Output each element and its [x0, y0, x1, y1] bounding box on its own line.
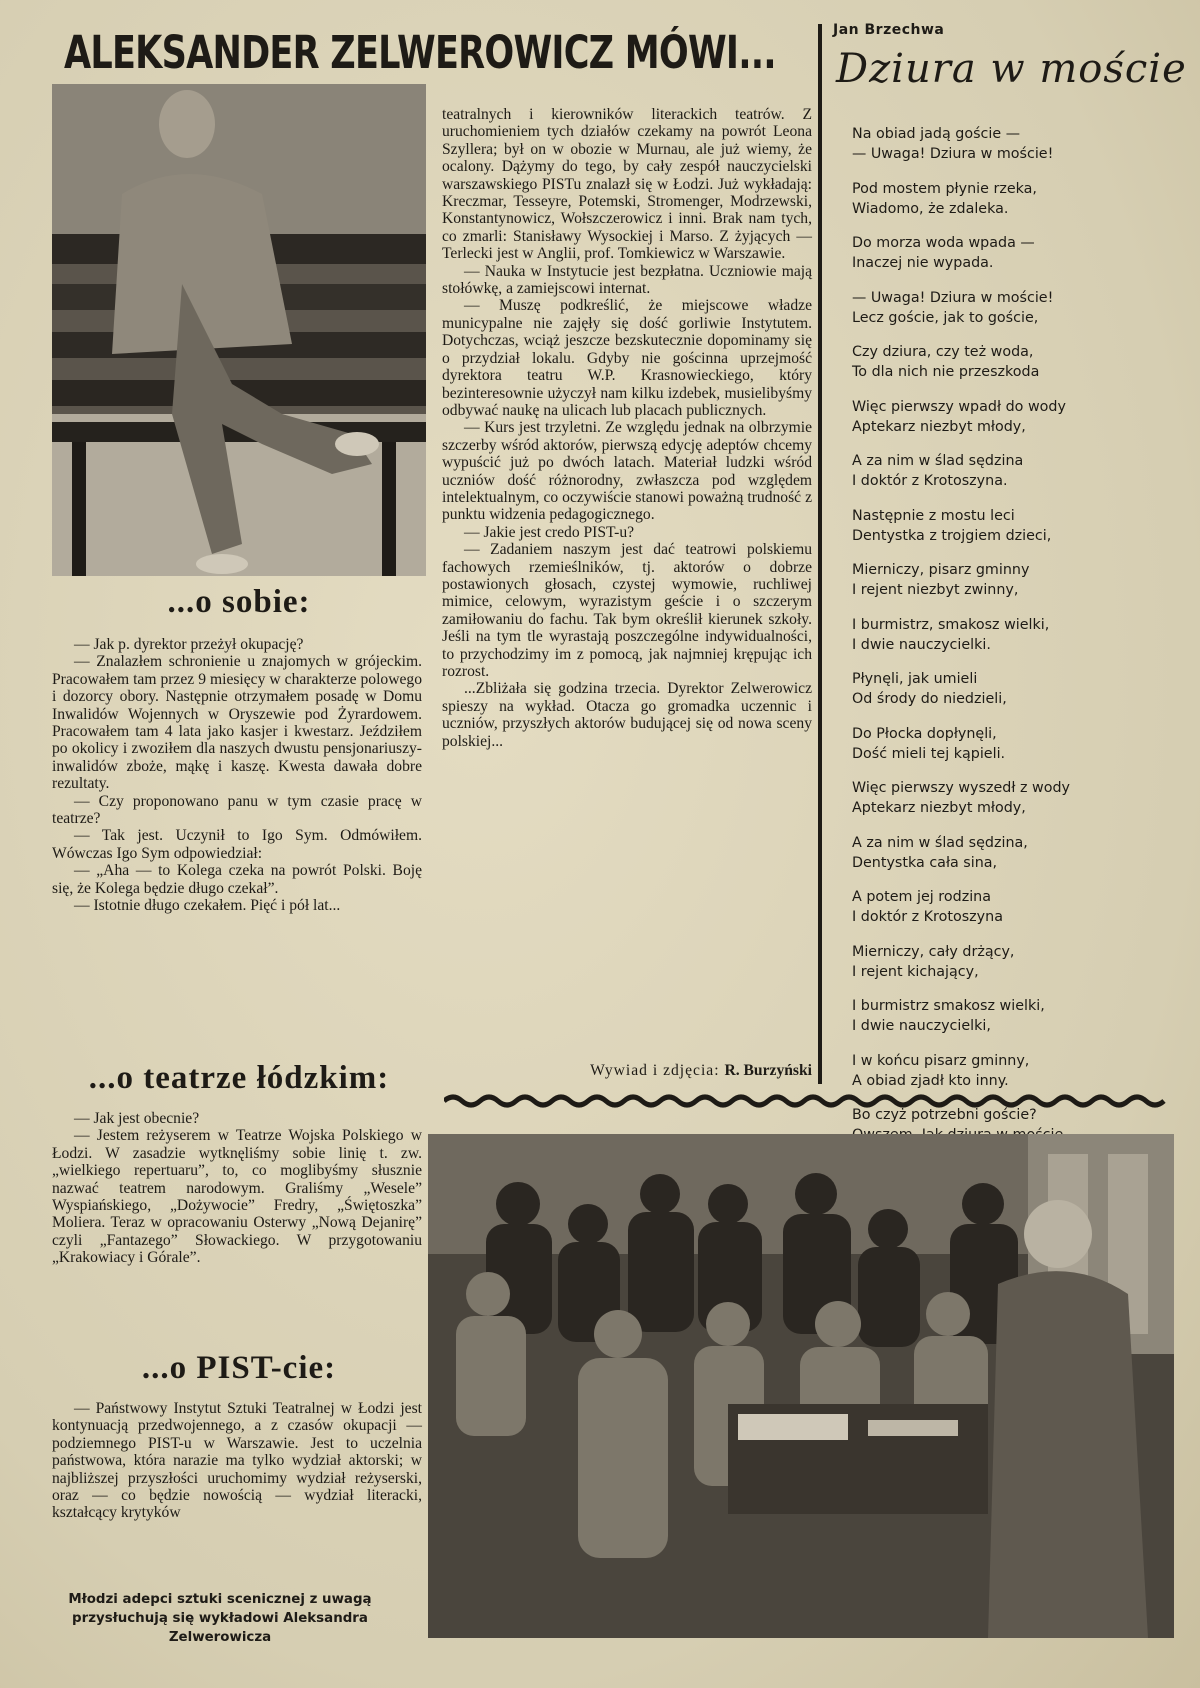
poem-line: Dość mieli tej kąpieli.: [852, 745, 1006, 762]
poem-line: A potem jej rodzina: [852, 889, 991, 905]
class-photo: [428, 1134, 1174, 1638]
poem-line: — Uwaga! Dziura w moście!: [852, 289, 1054, 306]
poem-stanza: [852, 506, 1192, 546]
paragraph: — Jestem reżyserem w Teatrze Wojska Polskiego w Łodzi. W zasadzie wytknęliśmy sobie linię t. zw. „wielkiego repertuaru”, to, co moglibyśmy słusznie nazwać teatrem narodowym. Graliśmy „Wesele” Wyspiańskiego, „Dożywocie” Fredry, „Świętoszka” Moliera. Teraz w opracowaniu Osterwy „Nową Dejanirę” czyli „Fantazego” Słowackiego. W przygotowaniu „Krakowiacy i Górale”.: [52, 1127, 422, 1267]
byline: [442, 1062, 812, 1080]
text-block-middle: [442, 106, 812, 750]
poem-line: I rejent niezbyt zwinny,: [852, 582, 1019, 598]
poem-stanza: [852, 397, 1192, 437]
poem-stanza: [852, 288, 1192, 328]
poem-stanza: [852, 124, 1192, 164]
paragraph: — Jakie jest credo PIST-u?: [464, 523, 635, 541]
text-block-sobie: [52, 636, 422, 915]
poem-line: I rejent kichający,: [852, 963, 979, 980]
poem-line: Wiadomo, że zdaleka.: [852, 200, 1009, 217]
section-heading-sobie: ...o sobie:: [167, 584, 311, 620]
poem-line: Więc pierwszy wpadł do wody: [852, 398, 1066, 415]
poem-stanza: [852, 778, 1192, 818]
headline: ALEKSANDER ZELWEROWICZ MÓWI...: [64, 26, 776, 79]
poem-stanza: [852, 1051, 1192, 1091]
paragraph: — Nauka w Instytucie jest bezpłatna. Uczniowie mają stołówkę, a zamiejscowi internat.: [442, 262, 812, 298]
photo-caption: Młodzi adepci sztuki scenicznej z uwagą przysłuchują się wykładowi Aleksandra Zelwerowicza: [68, 1592, 372, 1645]
poem-line: I burmistrz smakosz wielki,: [852, 998, 1045, 1014]
poem-line: I dwie nauczycielki,: [852, 1018, 991, 1034]
poem-line: I dwie nauczycielki.: [852, 636, 991, 653]
poem-line: I w końcu pisarz gminny,: [852, 1052, 1030, 1069]
poem-stanza: [852, 451, 1192, 491]
paragraph: — Państwowy Instytut Sztuki Teatralnej w Łodzi jest kontynuacją przedwojennego, a z czasów okupacji — podziemnego PIST-u w Warszawie. Jest to uczelnia państwowa, która narazie ma tylko wydział aktorski; w najbliższej przyszłości uruchomimy wydział reżyserski, oraz — co będzie nowością — wydział literacki, kształcący krytyków: [52, 1400, 422, 1522]
poem-line: I doktór z Krotoszyna: [852, 909, 1003, 925]
poem-line: Czy dziura, czy też woda,: [852, 344, 1034, 360]
poem-stanza: [852, 887, 1192, 927]
poem-stanza: [852, 833, 1192, 873]
poem-stanza: [852, 996, 1192, 1036]
poem-line: Aptekarz niezbyt młody,: [852, 418, 1026, 435]
byline-name: R. Burzyński: [724, 1062, 812, 1079]
poem-line: Bo czyż potrzebni goście?: [852, 1107, 1037, 1123]
poem-line: I doktór z Krotoszyna.: [852, 473, 1008, 489]
poem-stanza: [852, 342, 1192, 382]
poem-stanza: [852, 179, 1192, 219]
poem-stanza: [852, 724, 1192, 764]
poem-line: Lecz goście, jak to goście,: [852, 309, 1039, 326]
section-heading-teatr: ...o teatrze łódzkim:: [88, 1060, 390, 1096]
poem-stanza: [852, 233, 1192, 273]
poem-line: Pod mostem płynie rzeka,: [852, 180, 1037, 197]
text-block-teatr: [52, 1110, 422, 1267]
poem-line: Więc pierwszy wyszedł z wody: [852, 780, 1070, 796]
column-rule: [818, 24, 822, 1084]
poem-line: Inaczej nie wypada.: [852, 255, 994, 271]
poem-line: A za nim w ślad sędzina,: [852, 834, 1028, 851]
poem-line: Do Płocka dopłynęli,: [852, 725, 997, 742]
paragraph: — Jak jest obecnie?: [74, 1110, 200, 1127]
poem-line: Od środy do niedzieli,: [852, 691, 1007, 707]
poem-line: A obiad zjadł kto inny.: [852, 1072, 1009, 1089]
poem-stanza: [852, 942, 1192, 982]
poem-stanza: [852, 669, 1192, 709]
paragraph: — „Aha — to Kolega czeka na powrót Polski. Boję się, że Kolega będzie długo czekał”.: [52, 862, 422, 897]
poem-line: Płynęli, jak umieli: [852, 671, 978, 687]
wavy-rule: [444, 1092, 1174, 1110]
poem-line: Do morza woda wpada —: [852, 235, 1035, 251]
poem-stanza: [852, 560, 1192, 600]
byline-label: Wywiad i zdjęcia:: [590, 1062, 720, 1079]
paragraph: ...Zbliżała się godzina trzecia. Dyrektor Zelwerowicz spieszy na wykład. Otacza go gromadka uczennic i uczniów, przyszłych aktorów budującej się od nowa sceny polskiej...: [442, 680, 812, 750]
poem-line: Dentystka z trojgiem dzieci,: [852, 527, 1052, 544]
poem-line: — Uwaga! Dziura w moście!: [852, 146, 1054, 162]
poem-line: Na obiad jadą goście —: [852, 126, 1021, 142]
poem-author: Jan Brzechwa: [833, 22, 945, 38]
paragraph: — Tak jest. Uczynił to Igo Sym. Odmówiłem. Wówczas Igo Sym odpowiedział:: [52, 827, 422, 862]
paragraph: — Znalazłem schronienie u znajomych w grójeckim. Pracowałem tam przez 9 miesięcy w charakterze polowego i dozorcy obory. Następnie otrzymałem posadę w Domu Inwalidów Wojennych w Oryszewie pod Żyrardowem. Pracowałem tam 4 lata jako kasjer i kwestarz. Jeździłem po okolicy i zwoziłem dla naszych dwustu pensjonariuszy-inwalidów zboże, mąkę i kaszę. Kwesta dawała dobre rezultaty.: [52, 653, 422, 793]
paragraph: — Kurs jest trzyletni. Ze względu jednak na olbrzymie szczerby wśród aktorów, pierwszą edycję adeptów chcemy wypuścić już po dwóch latach. Materiał ludzki wśród uczniów dość różnorodny, zwłaszcza pod względem intelektualnym, co oczywiście stanowi poważną trudność z punktu widzenia pedagogicznego.: [442, 419, 812, 524]
paragraph: — Jak p. dyrektor przeżył okupację?: [74, 636, 304, 653]
poem-body: [852, 124, 1192, 1160]
poem-line: To dla nich nie przeszkoda: [852, 364, 1040, 380]
section-heading-pist: ...o PIST-cie:: [141, 1350, 337, 1386]
paragraph: — Zadaniem naszym jest dać teatrowi polskiemu fachowych rzemieślników, tj. aktorów o dobrze postawionych głosach, czystej wymowie, ruchliwej mimice, celowym, wyrazistym geście i o szczerym zamiłowaniu do fachu. Tak bym określił kierunek szkoły. Jeśli na tym tle wyrastają poszczególne indywidualności, to przychodzimy im z pomocą, jak najmniej krępując ich rozrost.: [442, 541, 812, 680]
poem-line: Następnie z mostu leci: [852, 507, 1015, 524]
paragraph: — Czy proponowano panu w tym czasie pracę w teatrze?: [52, 792, 422, 828]
poem-title: Dziura w moście: [836, 46, 1187, 92]
paragraph: teatralnych i kierowników literackich teatrów. Z uruchomieniem tych działów czekamy na powrót Leona Szyllera; był on w obozie w Murnau, ale już wiemy, że ocalony. Dążymy do tego, by cały zespół nauczycielski warszawskiego PISTu znalazł się w Łodzi. Już wykładają: Kreczmar, Tesseyre, Potemski, Stromenger, Modrzewski, Konstantynowicz, Wołszczerowicz i inni. Brak nam tych, co zmarli: Stanisławy Wysockiej i Marso. Z żyjących — Terlecki jest w Anglii, prof. Tomkiewicz w Warszawie.: [442, 106, 812, 263]
poem-line: Mierniczy, cały drżący,: [852, 943, 1015, 960]
text-block-pist: [52, 1400, 422, 1522]
poem-line: Dentystka cała sina,: [852, 854, 998, 871]
poem-line: I burmistrz, smakosz wielki,: [852, 616, 1050, 633]
paragraph: — Muszę podkreślić, że miejscowe władze municypalne nie zajęły się dość gorliwie Instytutem. Dotychczas, wciąż jeszcze bezskutecznie dopominamy się o przydział lokalu. Gdyby nie gościnna uprzejmość dyrektora teatru W.P. Krasnowieckiego, który bezinteresownie użyczył nam kilku izdebek, musielibyśmy odbywać naukę na ulicach lub placach publicznych.: [442, 297, 812, 419]
poem-line: Aptekarz niezbyt młody,: [852, 800, 1026, 816]
portrait-photo: [52, 84, 426, 576]
poem-line: Mierniczy, pisarz gminny: [852, 562, 1030, 578]
paragraph: — Istotnie długo czekałem. Pięć i pół lat...: [74, 897, 341, 915]
poem-line: A za nim w ślad sędzina: [852, 453, 1024, 469]
poem-stanza: [852, 615, 1192, 655]
